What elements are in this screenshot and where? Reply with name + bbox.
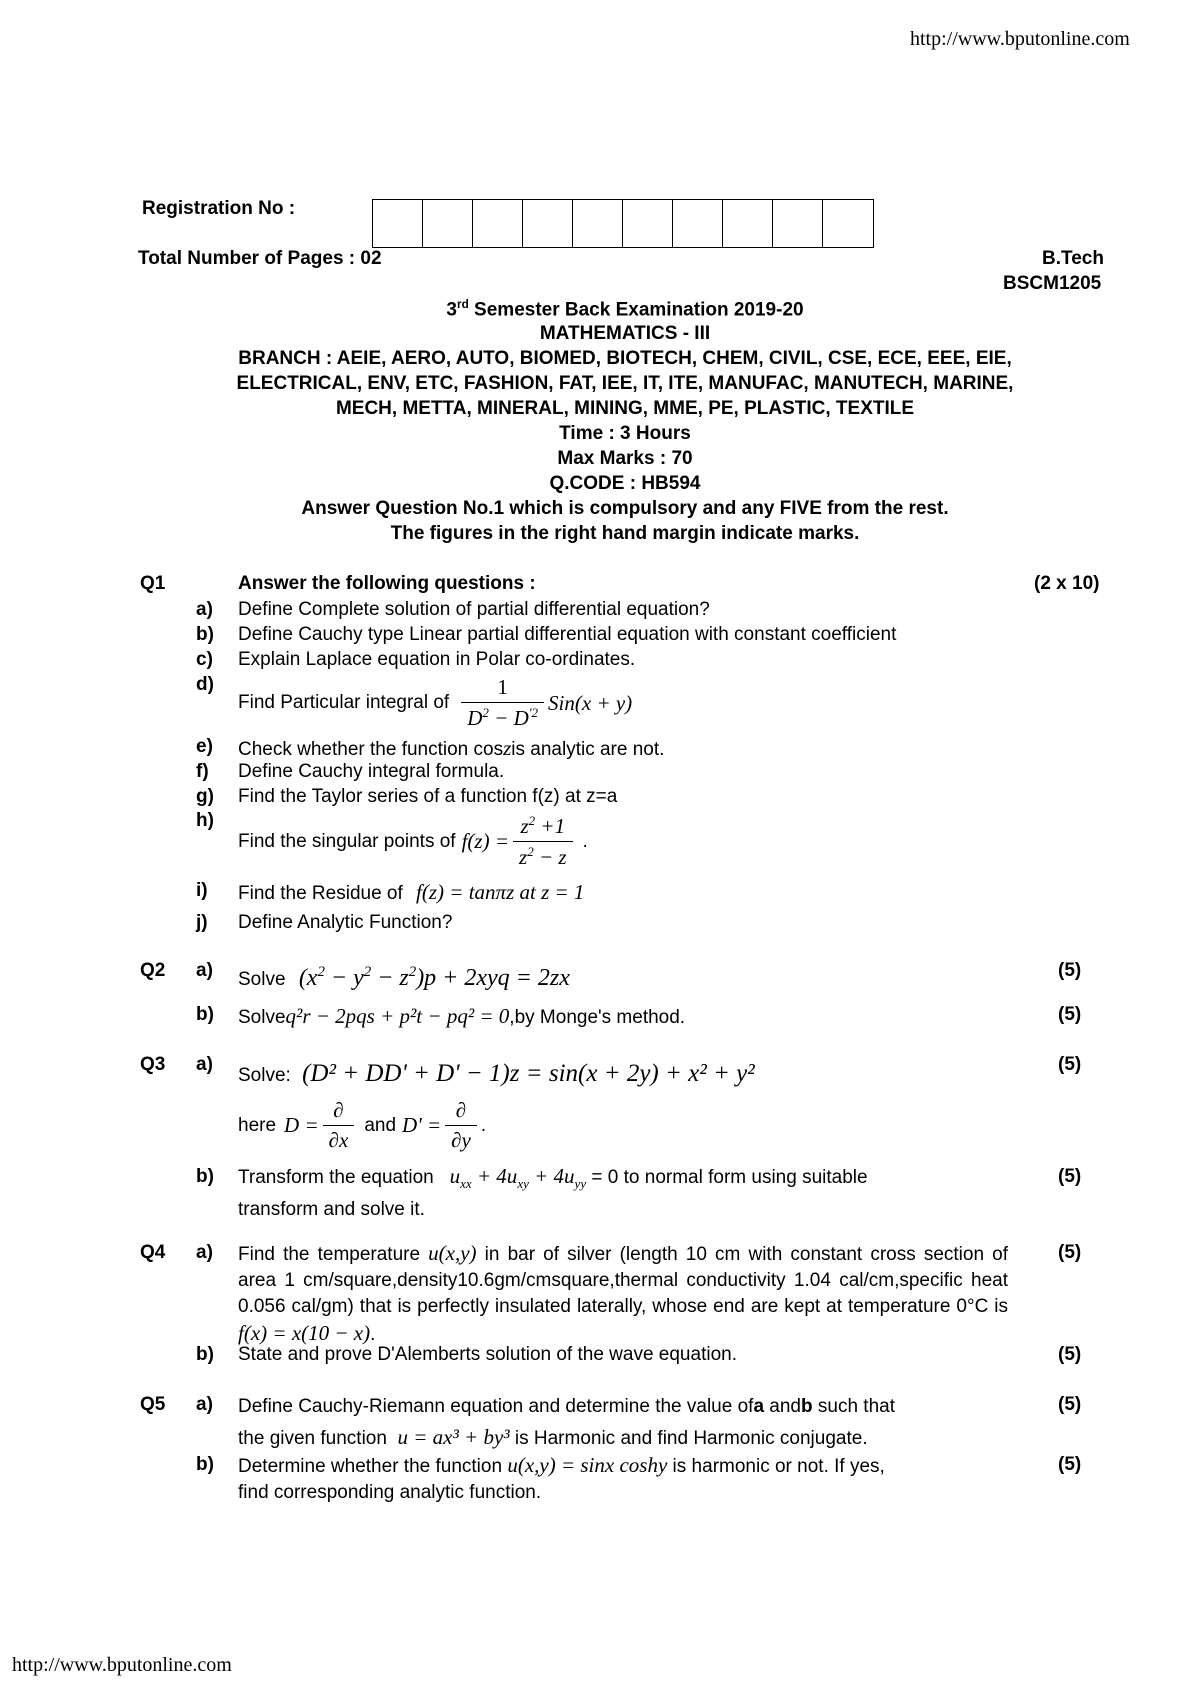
instruction-1: Answer Question No.1 which is compulsory and any FIVE from the rest. <box>301 498 949 519</box>
q2a-sup-1: 2 <box>317 964 325 980</box>
question-code: Q.CODE : HB594 <box>549 473 701 494</box>
q1e-text-b: is analytic are not. <box>511 739 665 760</box>
q1h-den-sup: 2 <box>527 844 534 859</box>
q1h-text: Find the singular points of <box>238 830 456 852</box>
semester-suffix: rd <box>457 298 469 311</box>
registration-cell[interactable] <box>523 200 573 247</box>
q1c-text: Explain Laplace equation in Polar co-ordinates. <box>238 649 636 670</box>
semester-number: 3 <box>446 299 457 321</box>
q3b-eq: = 0 <box>586 1167 619 1188</box>
q1d-text: Find Particular integral of <box>238 692 450 713</box>
q1i-content <box>238 880 584 905</box>
q1f-text: Define Cauchy integral formula. <box>238 761 505 782</box>
total-pages: Total Number of Pages : 02 <box>138 248 382 269</box>
q3b-marks: (5) <box>1058 1166 1082 1187</box>
registration-cell[interactable] <box>423 200 473 247</box>
q2a-math-a: (x <box>298 965 318 991</box>
q3b-line2: transform and solve it. <box>238 1199 425 1221</box>
q2a-marks: (5) <box>1058 960 1082 981</box>
subject-title: MATHEMATICS - III <box>539 323 711 344</box>
q2b-math: q²r − 2pqs + p²t − pq² = 0 <box>285 1004 510 1028</box>
q1e-label: e) <box>196 736 213 757</box>
max-marks: Max Marks : 70 <box>557 448 693 469</box>
q3a-lhs1: D = <box>284 1113 319 1137</box>
q2a-sup-3: 2 <box>408 964 417 980</box>
q5a-text-and: and <box>764 1396 801 1417</box>
q3a-frac-y <box>445 1098 477 1153</box>
q1d-den-a: D <box>467 706 483 730</box>
q5b-text-b: is harmonic or not. If yes, <box>667 1456 885 1477</box>
q1h-den-a: z <box>519 845 528 869</box>
q5a-line2-b: is Harmonic and find Harmonic conjugate. <box>509 1428 868 1449</box>
q1h-lhs: f(z) = <box>461 829 509 853</box>
q1h-num-a: z <box>520 814 529 838</box>
q1h-denominator <box>513 841 573 870</box>
q1i-label: i) <box>196 880 208 901</box>
branch-line-3: MECH, METTA, MINERAL, MINING, MME, PE, PLASTIC, TEXTILE <box>335 398 915 419</box>
q3b-sub2: xy <box>517 1176 529 1192</box>
q1h-content <box>238 813 588 870</box>
q2a-math-d: )p + 2xyq = 2zx <box>416 965 570 991</box>
q2-number: Q2 <box>140 960 166 981</box>
q2b-text: Solve <box>238 1007 286 1028</box>
q1a-label: a) <box>196 599 213 620</box>
q1j-text: Define Analytic Function? <box>238 912 453 933</box>
q1h-den-b: − z <box>533 845 567 869</box>
q4a-tail: . <box>370 1324 376 1345</box>
q2a-sup-2: 2 <box>363 964 372 980</box>
q3b-text-a: Transform the equation <box>238 1167 434 1188</box>
q4a-marks: (5) <box>1058 1242 1082 1263</box>
registration-cell[interactable] <box>473 200 523 247</box>
q1h-num-b: +1 <box>535 814 566 838</box>
q1j-label: j) <box>196 912 208 933</box>
q4a-math-f: f(x) = x(10 − x) <box>238 1321 371 1345</box>
q5b-text-a: Determine whether the function <box>238 1456 503 1477</box>
q1h-label: h) <box>196 810 214 831</box>
q1-marks: (2 x 10) <box>1034 573 1100 594</box>
q1d-den-sup-a: 2 <box>482 705 489 720</box>
q1h-num-sup: 2 <box>528 813 536 828</box>
q2a-text: Solve <box>238 969 286 990</box>
q4a-label: a) <box>196 1242 213 1263</box>
q1d-tail: Sin(x + y) <box>548 690 633 715</box>
q1e-text-a: Check whether the function cos <box>238 739 504 760</box>
registration-grid[interactable] <box>372 199 874 248</box>
q3b-sub1: xx <box>460 1176 472 1192</box>
q3a-frac-x-den: ∂x <box>323 1125 355 1153</box>
q5a-math: u = ax³ + by³ <box>397 1425 510 1449</box>
q3a-here-line <box>238 1098 486 1153</box>
q4b-text: State and prove D'Alemberts solution of the wave equation. <box>238 1344 737 1365</box>
q1a-text: Define Complete solution of partial differential equation? <box>238 599 710 620</box>
registration-cell[interactable] <box>823 200 873 247</box>
q2a-label: a) <box>196 960 213 981</box>
q5a-content <box>238 1392 1008 1454</box>
q1d-den-sup-b: '2 <box>528 705 539 720</box>
q3a-marks: (5) <box>1058 1054 1082 1075</box>
q5a-marks: (5) <box>1058 1394 1082 1415</box>
program: B.Tech <box>1042 248 1104 269</box>
q3a-frac-y-num: ∂ <box>455 1098 467 1122</box>
q3a-frac-x-num: ∂ <box>333 1098 344 1122</box>
q1b-label: b) <box>196 624 214 645</box>
q5a-line2-a: the given function <box>238 1428 387 1449</box>
q5a-var-b: b <box>801 1396 813 1417</box>
branch-line-1: BRANCH : AEIE, AERO, AUTO, BIOMED, BIOTECH, CHEM, CIVIL, CSE, ECE, EEE, EIE, <box>238 348 1012 369</box>
q4a-text-b: in bar of silver (length 10 cm with constant cross section of area 1 cm/square,density10.6gm/cmsquare,thermal conductivity 1.04 cal/cm,specific heat 0.056 cal/gm) that is perfectly insulated laterally, whose end are kept at temperature 0°C is <box>238 1244 1008 1317</box>
q4a-content <box>238 1240 1008 1348</box>
registration-cell[interactable] <box>623 200 673 247</box>
q5b-label: b) <box>196 1454 214 1475</box>
q5a-text-a: Define Cauchy-Riemann equation and determine the value of <box>238 1396 754 1417</box>
q5b-line2: find corresponding analytic function. <box>238 1482 542 1503</box>
q3b-content <box>238 1163 1008 1223</box>
registration-cell[interactable] <box>723 200 773 247</box>
q1d-label: d) <box>196 674 214 695</box>
q3b-label: b) <box>196 1166 214 1187</box>
q3a-math: (D² + DD' + D' − 1)z = sin(x + 2y) + x² + y² <box>302 1060 755 1087</box>
q2a-math <box>299 965 570 991</box>
q3a-frac-y-den: ∂y <box>445 1125 477 1153</box>
q1i-text: Find the Residue of <box>238 883 403 904</box>
q5-number: Q5 <box>140 1394 166 1415</box>
q3a-text: Solve: <box>238 1065 291 1086</box>
q3a-content <box>238 1060 755 1088</box>
q1d-content <box>238 675 632 731</box>
registration-cell[interactable] <box>673 200 723 247</box>
instruction-2: The figures in the right hand margin indicate marks. <box>390 523 860 544</box>
q3a-here: here <box>238 1114 277 1136</box>
q5a-var-a: a <box>753 1396 765 1417</box>
exam-time: Time : 3 Hours <box>559 423 691 444</box>
q2b-tail: ,by Monge's method. <box>509 1007 686 1028</box>
q4b-label: b) <box>196 1344 214 1365</box>
q3b-sub3: yy <box>574 1176 587 1192</box>
exam-title <box>0 298 1200 321</box>
q1f-label: f) <box>196 761 209 782</box>
q2a-math-b: − y <box>324 965 364 991</box>
q3b-text-b: to normal form using suitable <box>618 1167 868 1188</box>
registration-cell[interactable] <box>573 200 623 247</box>
q4b-marks: (5) <box>1058 1344 1082 1365</box>
q3b-mid1: + 4u <box>471 1164 518 1188</box>
q3a-frac-x <box>323 1098 355 1153</box>
exam-title-rest: Semester Back Examination 2019-20 <box>468 299 804 321</box>
header-url: http://www.bputonline.com <box>910 28 1130 50</box>
q1d-den-b: − D <box>488 706 529 730</box>
q3b-u1: u <box>449 1164 461 1188</box>
q3b-math <box>449 1164 619 1192</box>
q1g-text: Find the Taylor series of a function f(z) at z=a <box>238 786 618 807</box>
q1h-fraction <box>513 813 573 870</box>
q5a-label: a) <box>196 1394 213 1415</box>
q3-number: Q3 <box>140 1054 166 1075</box>
registration-cell[interactable] <box>373 200 423 247</box>
q1h-numerator <box>514 813 571 841</box>
q4-number: Q4 <box>140 1242 166 1263</box>
q5b-math: u(x,y) = sinx coshy <box>507 1453 668 1477</box>
q5a-text-b: such that <box>812 1396 895 1417</box>
course-code: BSCM1205 <box>1003 273 1102 294</box>
registration-cell[interactable] <box>773 200 823 247</box>
q1h-tail: . <box>582 830 588 852</box>
q3b-mid2: + 4u <box>528 1164 575 1188</box>
q3a-period: . <box>480 1114 487 1136</box>
q2b-label: b) <box>196 1004 214 1025</box>
q1i-math: f(z) = tanπz at z = 1 <box>416 880 585 904</box>
q1c-label: c) <box>196 649 213 670</box>
q1b-text: Define Cauchy type Linear partial differential equation with constant coefficient <box>238 624 897 645</box>
q5b-content <box>238 1452 1008 1506</box>
q3a-and: and <box>364 1114 397 1136</box>
branch-line-2: ELECTRICAL, ENV, ETC, FASHION, FAT, IEE, IT, ITE, MANUFAC, MANUTECH, MARINE, <box>236 373 1014 394</box>
q3a-label: a) <box>196 1054 213 1075</box>
q5b-marks: (5) <box>1058 1454 1082 1475</box>
q1e-var: z <box>503 736 512 760</box>
q1e-content <box>238 736 664 761</box>
q2b-marks: (5) <box>1058 1004 1082 1025</box>
q3a-lhs2: D' = <box>402 1113 442 1137</box>
q1d-numerator: 1 <box>497 675 508 699</box>
q2a-content <box>238 964 570 992</box>
q1d-fraction <box>461 675 544 731</box>
q1-number: Q1 <box>140 573 166 594</box>
q2b-content <box>238 1004 685 1029</box>
q4a-math-u: u(x,y) <box>428 1241 477 1265</box>
q1g-label: g) <box>196 786 214 807</box>
q4a-text-a: Find the temperature <box>238 1244 421 1265</box>
q2a-math-c: − z <box>371 965 409 991</box>
registration-label: Registration No : <box>142 198 296 219</box>
q1-title: Answer the following questions : <box>238 573 536 594</box>
q1d-denominator <box>461 702 544 731</box>
footer-url: http://www.bputonline.com <box>12 1654 232 1676</box>
